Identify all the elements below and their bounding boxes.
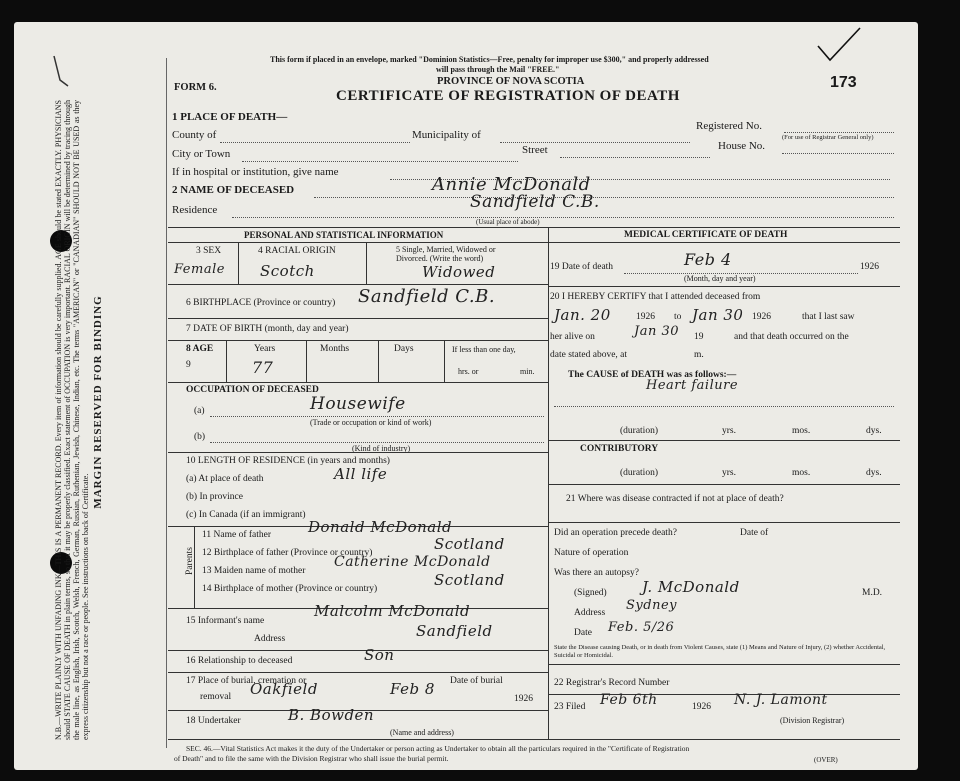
registered-no-field	[784, 132, 894, 133]
residence-note: (Usual place of abode)	[476, 218, 540, 226]
mos-1: mos.	[792, 426, 811, 436]
operation-label: Did an operation precede death?	[554, 528, 677, 538]
at-place-value: All life	[334, 465, 388, 483]
to-label: to	[674, 312, 682, 322]
sec46-line-1: SEC. 46.—Vital Statistics Act makes it the duty of the Undertaker or person acting as Undertaker to obtain all the particulars required in the "Certificate of Registration	[186, 744, 690, 753]
physician-signature: J. McDonald	[642, 578, 740, 596]
filed-year: 1926	[692, 702, 711, 712]
deceased-name-field	[314, 197, 894, 198]
mother-label: 13 Maiden name of mother	[202, 566, 306, 576]
birthplace-value: Sandfield C.B.	[358, 286, 496, 307]
marital-label-2: Divorced. (Write the word)	[396, 254, 484, 263]
registrar-record-label: 22 Registrar's Record Number	[554, 678, 670, 688]
margin-instructions: N.B.—WRITE PLAINLY WITH UNFADING INK—THIS IS A PERMANENT RECORD. Every item of information should be carefully supplied. AGE should be stated EXACTLY. PHYSICIANS should STATE CAUSE OF DEATH in plain terms, so that it may be properly classified. Exact statement of OCCUPATION is very important. RACIAL ORIGIN will be determined by tracing through the male line, as English, Irish, Scotch, Welsh, French, German, Russian, Ruthenian, Jewish, Chinese, Indian, etc. The terms "AMERICAN" or "CANADIAN" SHOULD NOT BE USED as they express citizenship but not a race or people. See instructions on back of Certificate.	[54, 100, 90, 740]
industry-note: (Kind of industry)	[352, 444, 411, 453]
heading-underline	[168, 242, 548, 243]
medical-line-1	[548, 286, 900, 287]
residence-field	[232, 217, 894, 218]
deceased-name-label: 2 NAME OF DECEASED	[172, 184, 295, 196]
province-title: PROVINCE OF NOVA SCOTIA	[437, 76, 585, 87]
race-value: Scotch	[260, 262, 315, 280]
duration-1: (duration)	[620, 426, 658, 436]
burial-label-1: 17 Place of burial, cremation or	[186, 676, 307, 686]
grid-top-line	[168, 227, 900, 228]
street-label: Street	[522, 144, 548, 156]
informant-label: 15 Informant's name	[186, 616, 265, 626]
pencil-mark-icon	[50, 52, 72, 92]
race-divider	[366, 242, 367, 284]
age-value: 77	[252, 358, 274, 377]
hospital-label: If in hospital or institution, give name	[172, 166, 339, 178]
death-occurred-label: and that death occurred on the	[734, 332, 849, 342]
occupation-b: (b)	[194, 432, 206, 442]
days-label: Days	[394, 344, 414, 354]
medical-line-3	[548, 484, 900, 485]
occupation-field	[210, 416, 544, 417]
division-registrar-note: (Division Registrar)	[780, 716, 845, 725]
undertaker-note: (Name and address)	[390, 728, 454, 737]
municipality-label: Municipality of	[412, 129, 481, 141]
dys-2: dys.	[866, 468, 882, 478]
death-year: 1926	[860, 262, 879, 272]
contracted-question: 21 Where was disease contracted if not at place of death?	[566, 494, 784, 504]
to-year: 1926	[752, 312, 771, 322]
age-label: 8 AGE	[186, 344, 214, 354]
parents-divider	[194, 526, 195, 608]
industry-field	[210, 442, 544, 443]
doctor-date-label: Date	[574, 628, 592, 638]
row-line-8	[168, 650, 548, 651]
informant-address-label: Address	[254, 634, 286, 644]
hrs-label: hrs. or	[458, 367, 479, 376]
personal-heading: PERSONAL AND STATISTICAL INFORMATION	[244, 230, 444, 240]
mail-notice: This form if placed in an envelope, marked "Dominion Statistics—Free, penalty for improper use $300," and properly addressed	[270, 55, 709, 64]
cause-label: The CAUSE of DEATH was as follows:—	[568, 370, 737, 380]
burial-place-value: Oakfield	[250, 680, 318, 698]
burial-year: 1926	[514, 694, 533, 704]
residence-length-label: 10 LENGTH OF RESIDENCE (in years and months)	[186, 456, 390, 466]
house-no-field	[782, 153, 894, 154]
sex-value: Female	[174, 262, 225, 277]
footnote: State the Disease causing Death, or in death from Violent Causes, state (1) Means and Nature of Injury, (2) whether Accidental, Suicidal or Homicidal.	[554, 644, 886, 659]
mail-notice-2: will pass through the Mail "FREE."	[436, 65, 560, 74]
registered-no-label: Registered No.	[696, 120, 762, 132]
at-m-label: m.	[694, 350, 704, 360]
attended-from-value: Jan. 20	[554, 306, 611, 324]
signed-label: (Signed)	[574, 588, 607, 598]
marital-label-1: 5 Single, Married, Widowed or	[396, 245, 496, 254]
marital-value: Widowed	[422, 263, 496, 281]
city-label: City or Town	[172, 148, 231, 160]
occupation-value: Housewife	[310, 394, 406, 414]
duration-2: (duration)	[620, 468, 658, 478]
filed-label: 23 Filed	[554, 702, 586, 712]
occupation-a: (a)	[194, 406, 205, 416]
parents-label: Parents	[185, 547, 195, 575]
death-certificate-page	[14, 22, 918, 770]
date-stated-label: date stated above, at	[550, 350, 628, 360]
certificate-title: CERTIFICATE OF REGISTRATION OF DEATH	[336, 88, 680, 104]
burial-date-label: Date of burial	[450, 676, 503, 686]
burial-date-value: Feb 8	[390, 680, 435, 698]
burial-label-2: removal	[200, 692, 232, 702]
row-line-4	[168, 382, 548, 383]
alive-year: 19	[694, 332, 704, 342]
father-birthplace-value: Scotland	[434, 535, 505, 553]
age-divider-1	[306, 340, 307, 382]
over-label: (OVER)	[814, 756, 838, 764]
age-divider-0	[226, 340, 227, 382]
county-label: County of	[172, 129, 217, 141]
relationship-value: Son	[364, 646, 395, 664]
undertaker-label: 18 Undertaker	[186, 716, 241, 726]
residence-value: Sandfield C.B.	[470, 192, 600, 212]
relationship-label: 16 Relationship to deceased	[186, 656, 293, 666]
house-no-label: House No.	[718, 140, 766, 152]
medical-heading-line	[548, 242, 900, 243]
age-nine: 9	[186, 360, 191, 370]
death-date-label: 19 Date of death	[550, 262, 614, 272]
months-label: Months	[320, 344, 350, 354]
deceased-name-value: Annie McDonald	[432, 174, 591, 195]
occupation-label: OCCUPATION OF DECEASED	[186, 385, 319, 395]
filed-value: Feb 6th	[600, 692, 658, 708]
at-place-label: (a) At place of death	[186, 474, 264, 484]
race-label: 4 RACIAL ORIGIN	[258, 246, 336, 256]
operation-date-label: Date of	[740, 528, 769, 538]
certificate-number: 173	[830, 74, 857, 91]
nature-label: Nature of operation	[554, 548, 629, 558]
mother-value: Catherine McDonald	[334, 554, 491, 570]
cause-field-2	[554, 406, 894, 407]
medical-line-2	[548, 440, 900, 441]
yrs-2: yrs.	[722, 468, 736, 478]
father-label: 11 Name of father	[202, 530, 272, 540]
age-divider-3	[444, 340, 445, 382]
residence-label: Residence	[172, 204, 218, 216]
medical-heading: MEDICAL CERTIFICATE OF DEATH	[624, 230, 788, 240]
binding-margin-label: MARGIN RESERVED FOR BINDING	[92, 295, 104, 509]
md-label: M.D.	[862, 588, 883, 598]
mother-birthplace-value: Scotland	[434, 571, 505, 589]
birthplace-label: 6 BIRTHPLACE (Province or country)	[186, 298, 336, 308]
margin-line	[166, 58, 167, 748]
death-date-value: Feb 4	[684, 250, 732, 269]
sex-divider	[238, 242, 239, 284]
attended-to-value: Jan 30	[692, 306, 744, 324]
medical-line-4	[548, 522, 900, 523]
row-line-3	[168, 340, 548, 341]
alive-value: Jan 30	[634, 324, 680, 339]
row-line-2	[168, 318, 548, 319]
registrar-note: (For use of Registrar General only)	[782, 134, 874, 141]
min-label: min.	[520, 367, 535, 376]
row-line-5	[168, 452, 548, 453]
certify-label: 20 I HEREBY CERTIFY that I attended deceased from	[550, 292, 761, 302]
age-divider-2	[378, 340, 379, 382]
contributory-label: CONTRIBUTORY	[580, 444, 659, 454]
in-province-label: (b) In province	[186, 492, 243, 502]
doctor-address-value: Sydney	[626, 598, 677, 613]
dys-1: dys.	[866, 426, 882, 436]
years-label: Years	[254, 344, 276, 354]
last-saw-label: that I last saw	[802, 312, 855, 322]
medical-line-5	[548, 664, 900, 665]
place-of-death-heading: 1 PLACE OF DEATH—	[172, 111, 288, 123]
informant-address-value: Sandfield	[416, 622, 493, 640]
father-birthplace-label: 12 Birthplace of father (Province or country)	[202, 548, 373, 558]
informant-value: Malcolm McDonald	[314, 602, 471, 620]
her-alive-label: her alive on	[550, 332, 595, 342]
yrs-1: yrs.	[722, 426, 736, 436]
doctor-date-value: Feb. 5/26	[608, 620, 675, 635]
death-date-note: (Month, day and year)	[684, 274, 756, 283]
in-canada-label: (c) In Canada (if an immigrant)	[186, 510, 306, 520]
mother-birthplace-label: 14 Birthplace of mother (Province or country)	[202, 584, 378, 594]
father-value: Donald McDonald	[308, 518, 453, 536]
dob-label: 7 DATE OF BIRTH (month, day and year)	[186, 324, 349, 334]
doctor-address-label: Address	[574, 608, 606, 618]
street-field	[560, 157, 710, 158]
occupation-note: (Trade or occupation or kind of work)	[310, 418, 432, 427]
city-field	[242, 161, 518, 162]
sec46-line-2: of Death" and to file the same with the Division Registrar who shall issue the burial permit.	[174, 754, 449, 763]
grid-divider	[548, 227, 549, 739]
autopsy-label: Was there an autopsy?	[554, 568, 639, 578]
form-number: FORM 6.	[174, 82, 217, 93]
row-line-9	[168, 672, 548, 673]
municipality-field	[500, 142, 690, 143]
mos-2: mos.	[792, 468, 811, 478]
registrar-signature: N. J. Lamont	[734, 692, 828, 708]
row-line-1	[168, 284, 548, 285]
undertaker-value: B. Bowden	[288, 706, 375, 724]
cause-value: Heart failure	[646, 378, 739, 393]
less-than-day: If less than one day,	[452, 345, 516, 354]
sex-label: 3 SEX	[196, 246, 222, 256]
from-year: 1926	[636, 312, 655, 322]
county-field	[220, 142, 410, 143]
checkmark-icon	[814, 26, 864, 66]
grid-bottom-line	[168, 739, 900, 740]
